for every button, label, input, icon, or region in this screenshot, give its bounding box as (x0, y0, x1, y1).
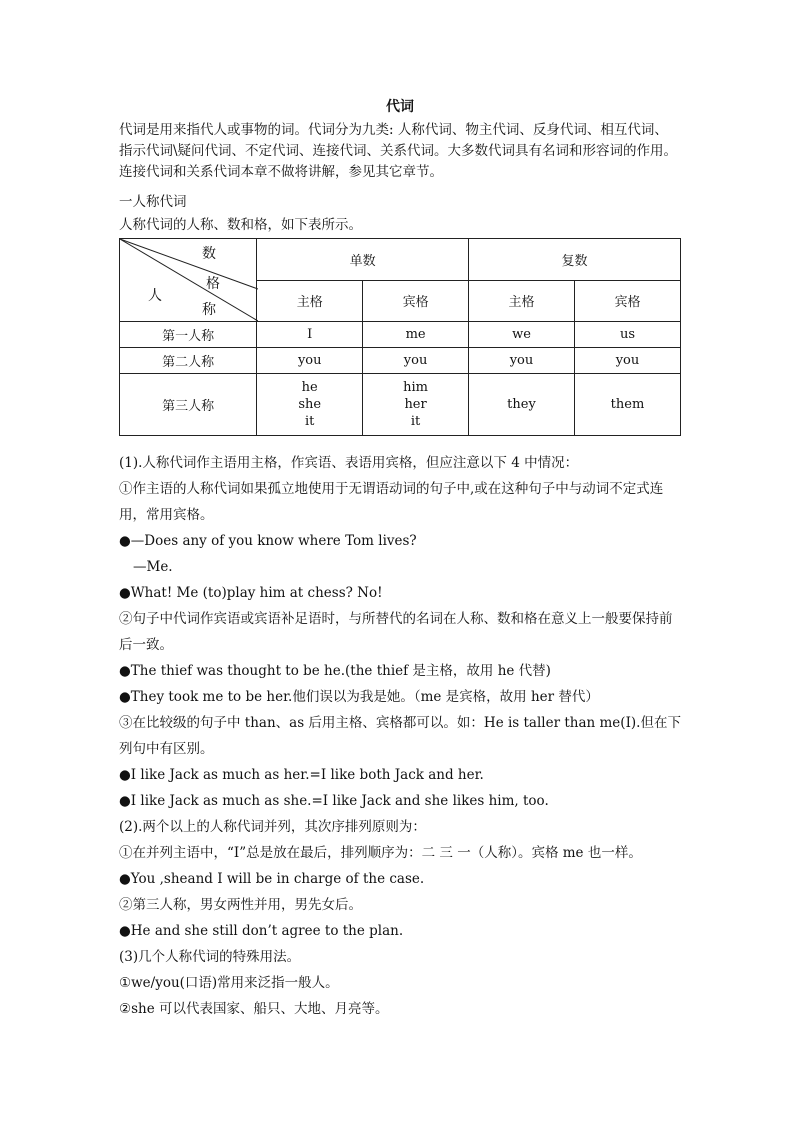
rule-1: (1).人称代词作主语用主格，作宾语、表语用宾格，但应注意以下 4 中情况： (119, 455, 579, 471)
header-nominative-singular: 主格 (257, 280, 363, 322)
table-intro: 人称代词的人称、数和格，如下表所示。 (119, 217, 362, 233)
header-singular: 单数 (257, 239, 469, 281)
table-corner-cell (120, 239, 257, 322)
cell-second-sing-nom: you (257, 348, 363, 374)
example-line: ●What! Me (to)play him at chess? No! (119, 585, 383, 601)
pronoun-he: he (301, 380, 318, 395)
example-line: ●They took me to be her.他们误以为我是她。（me 是宾格，故用 her 替代） (119, 689, 599, 705)
corner-diagonal-lines (120, 239, 258, 321)
pronoun-her: her (404, 397, 427, 412)
cell-second-pl-obj: you (574, 348, 680, 374)
cell-third-sing-nom (257, 374, 363, 436)
cell-third-sing-obj (363, 374, 469, 436)
rule-2-2: ②第三人称，男女两性并用，男先女后。 (119, 897, 362, 913)
header-objective-singular: 宾格 (363, 280, 469, 322)
row-label-first: 第一人称 (120, 322, 257, 348)
cell-third-pl-nom: they (469, 374, 575, 436)
corner-label-shu: 数 (202, 246, 216, 262)
header-plural: 复数 (469, 239, 681, 281)
example-line: ●—Does any of you know where Tom lives? (119, 533, 417, 549)
row-label-third: 第三人称 (120, 374, 257, 436)
example-line: ●The thief was thought to be he.(the thief 是主格，故用 he 代替) (119, 663, 551, 679)
cell-second-sing-obj: you (363, 348, 469, 374)
example-line: —Me. (133, 559, 173, 575)
pronoun-it: it (305, 414, 315, 429)
example-line: ●I like Jack as much as her.=I like both Jack and her. (119, 767, 484, 783)
example-line: ●He and she still don’t agree to the plan. (119, 923, 404, 939)
cell-first-sing-obj: me (363, 322, 469, 348)
rule-1-3: ③在比较级的句子中 than、as 后用主格、宾格都可以。如：He is taller than me(I).但在下列句中有区别。 (119, 715, 681, 757)
cell-third-pl-obj: them (574, 374, 680, 436)
rule-3-2: ②she 可以代表国家、船只、大地、月亮等。 (119, 1001, 389, 1017)
pronoun-table (119, 238, 681, 436)
rule-3: (3)几个人称代词的特殊用法。 (119, 949, 301, 965)
example-line: ●You ,sheand I will be in charge of the case. (119, 871, 425, 887)
pronoun-it-obj: it (410, 414, 421, 429)
corner-label-ren: 人 (148, 288, 162, 304)
corner-label-cheng: 称 (202, 302, 216, 318)
rule-2: (2).两个以上的人称代词并列，其次序排列原则为： (119, 819, 426, 835)
cell-first-pl-obj: us (574, 322, 680, 348)
intro-paragraph: 代词是用来指代人或事物的词。代词分为九类: 人称代词、物主代词、反身代词、相互代词、指示代词\疑问代词、不定代词、连接代词、关系代词。大多数代词具有名词和形容词的作用。连接代词和关系代词本章不做将讲解，参见其它章节。 (119, 122, 678, 180)
header-nominative-plural: 主格 (469, 280, 575, 322)
cell-first-sing-nom: I (257, 322, 363, 348)
rule-1-1: ①作主语的人称代词如果孤立地使用于无谓语动词的句子中,或在这种句子中与动词不定式连用，常用宾格。 (119, 481, 664, 523)
document-page (119, 96, 681, 1022)
pronoun-she: she (298, 397, 322, 412)
corner-label-ge: 格 (206, 276, 220, 292)
cell-first-pl-nom: we (469, 322, 575, 348)
cell-second-pl-nom: you (469, 348, 575, 374)
pronoun-him: him (403, 380, 428, 395)
rule-2-1: ①在并列主语中，“I”总是放在最后，排列顺序为：二 三 一（人称）。宾格 me 也一样。 (119, 845, 642, 861)
section-heading: 一人称代词 (119, 194, 187, 210)
row-label-second: 第二人称 (120, 348, 257, 374)
rule-1-2: ②句子中代词作宾语或宾语补足语时，与所替代的名词在人称、数和格在意义上一般要保持前后一致。 (119, 611, 673, 653)
example-line: ●I like Jack as much as she.=I like Jack and she likes him, too. (119, 793, 549, 809)
doc-title: 代词 (386, 99, 414, 115)
rule-3-1: ①we/you(口语)常用来泛指一般人。 (119, 975, 339, 991)
header-objective-plural: 宾格 (574, 280, 680, 322)
